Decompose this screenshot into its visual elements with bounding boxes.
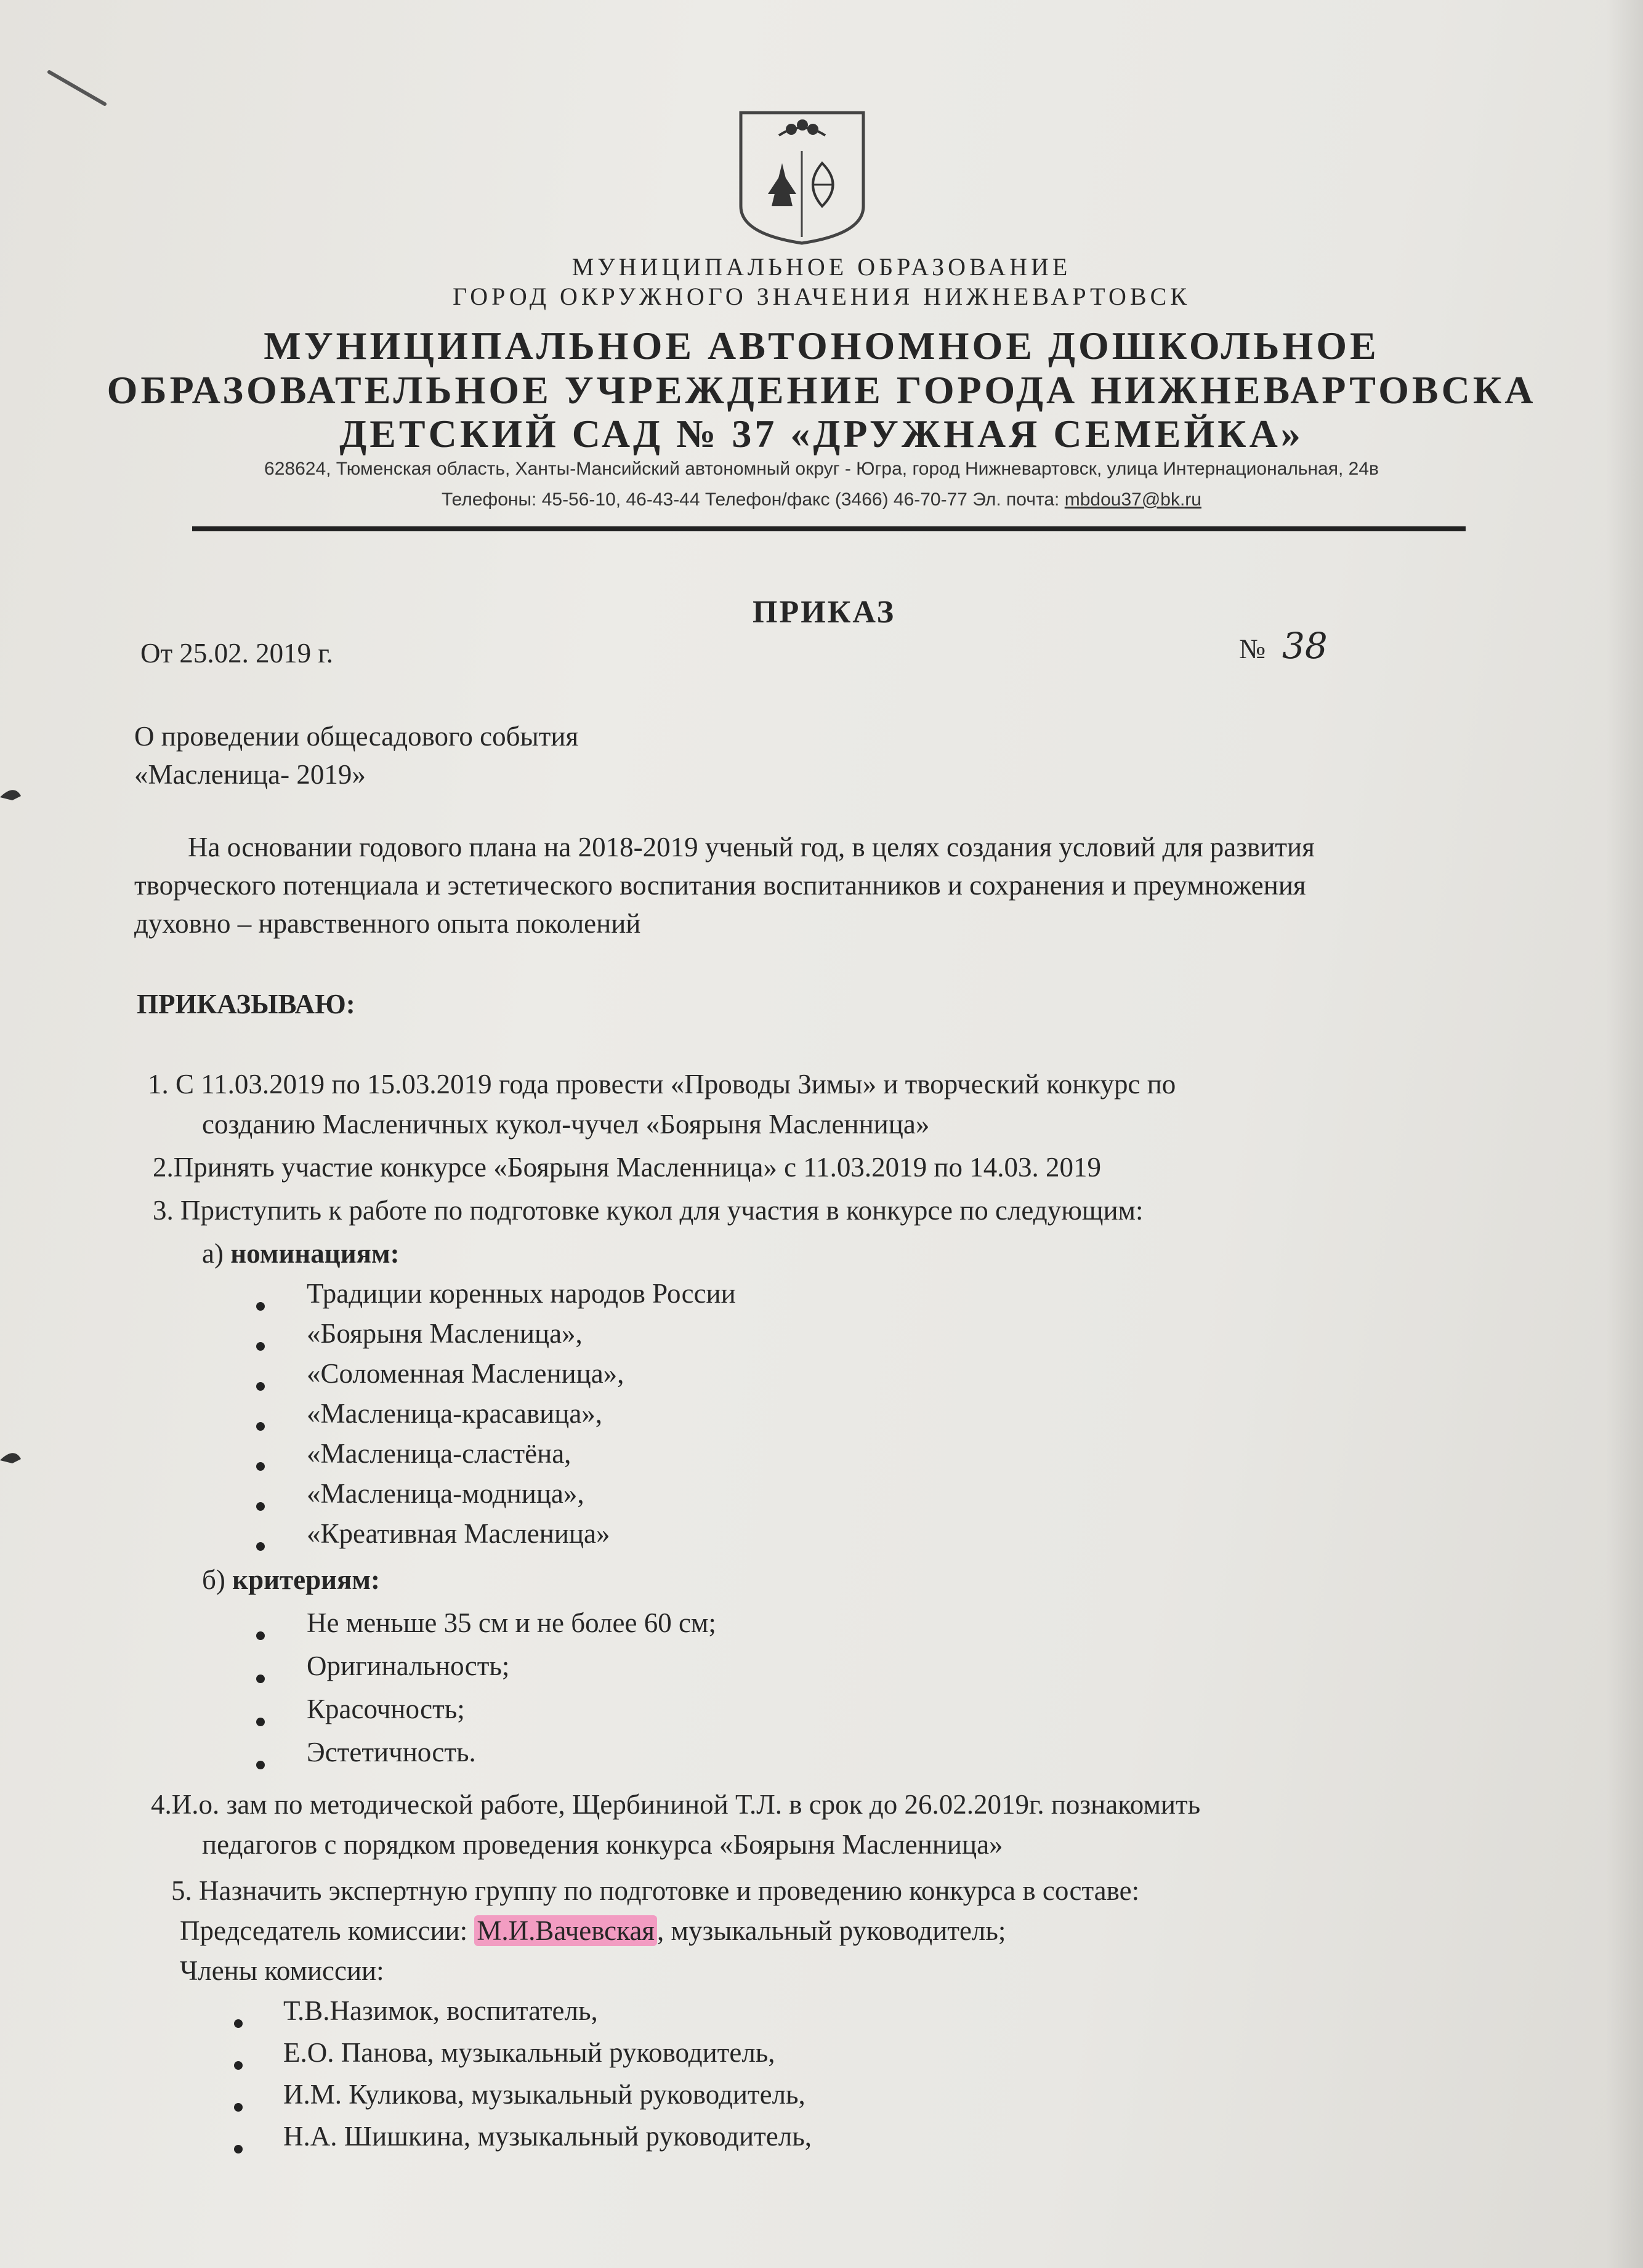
member-item: Е.О. Панова, музыкальный руководитель, [283, 2037, 775, 2068]
chair-role: , музыкальный руководитель; [657, 1915, 1006, 1946]
punch-hole-mark [0, 1441, 21, 1478]
item-1-line1: 1. С 11.03.2019 по 15.03.2019 года провести «Проводы Зимы» и творческий конкурс по [148, 1069, 1176, 1100]
criteria-prefix: б) [202, 1564, 233, 1595]
chair-label: Председатель комиссии: [180, 1915, 475, 1946]
criteria-heading [202, 1564, 380, 1596]
punch-hole-mark [0, 779, 21, 816]
criteria-item: Эстетичность. [307, 1737, 476, 1767]
phones-text: Телефоны: 45-56-10, 46-43-44 Телефон/факс (3466) 46-70-77 Эл. почта: [442, 489, 1060, 510]
bullet-icon [256, 1631, 265, 1640]
item-4-line1: 4.И.о. зам по методической работе, Щербининой Т.Л. в срок до 26.02.2019г. познакомить [151, 1789, 1201, 1820]
order-subject-line1: О проведении общесадового события [134, 721, 579, 752]
bullet-icon [234, 2061, 243, 2070]
item-5: 5. Назначить экспертную группу по подготовке и проведению конкурса в составе: [171, 1875, 1140, 1906]
bullet-icon [256, 1382, 265, 1391]
item-1-line2: созданию Масленичных кукол-чучел «Боярыня Масленница» [202, 1109, 930, 1140]
coat-of-arms-emblem [736, 108, 868, 246]
order-date: От 25.02. 2019 г. [140, 638, 334, 669]
criteria-label: критериям: [232, 1564, 381, 1595]
organization-name-line3: ДЕТСКИЙ САД № 37 «ДРУЖНАЯ СЕМЕЙКА» [339, 412, 1304, 456]
bullet-icon [256, 1342, 265, 1351]
document-title: ПРИКАЗ [753, 595, 896, 630]
order-number-label: № [1239, 633, 1266, 664]
member-item: Н.А. Шишкина, музыкальный руководитель, [283, 2121, 812, 2152]
item-2: 2.Принять участие конкурсе «Боярыня Масленница» с 11.03.2019 по 14.03. 2019 [153, 1152, 1101, 1183]
organization-name-line1: МУНИЦИПАЛЬНОЕ АВТОНОМНОЕ ДОШКОЛЬНОЕ [264, 324, 1379, 368]
preamble-line3: духовно – нравственного опыта поколений [134, 908, 641, 939]
item-3: 3. Приступить к работе по подготовке кукол для участия в конкурсе по следующим: [153, 1195, 1144, 1226]
bullet-icon [256, 1502, 265, 1511]
nomination-item: «Масленица-красавица», [307, 1398, 603, 1429]
preamble-line1: На основании годового плана на 2018-2019 ученый год, в целях создания условий для развития [188, 832, 1315, 863]
decree-heading: ПРИКАЗЫВАЮ: [137, 989, 355, 1019]
criteria-item: Красочность; [307, 1694, 465, 1724]
order-number-handwritten: 38 [1282, 625, 1328, 667]
criteria-item: Оригинальность; [307, 1651, 510, 1681]
bullet-icon [256, 1542, 265, 1551]
nomination-item: «Масленица-модница», [307, 1478, 584, 1509]
item-4-line2: педагогов с порядком проведения конкурса «Боярыня Масленница» [202, 1829, 1003, 1860]
commission-chair [180, 1915, 1006, 1947]
bullet-icon [234, 2145, 243, 2153]
nominations-heading [202, 1237, 400, 1269]
commission-members-label: Члены комиссии: [180, 1955, 384, 1986]
bullet-icon [256, 1302, 265, 1311]
nominations-label: номинациям: [230, 1238, 400, 1269]
bullet-icon [256, 1718, 265, 1726]
municipality-line: МУНИЦИПАЛЬНОЕ ОБРАЗОВАНИЕ [571, 253, 1072, 281]
city-line: ГОРОД ОКРУЖНОГО ЗНАЧЕНИЯ НИЖНЕВАРТОВСК [453, 283, 1190, 310]
organization-address: 628624, Тюменская область, Ханты-Мансийский автономный округ - Югра, город Нижневартовск, улица Интернациональная, 24в [264, 459, 1379, 479]
nominations-prefix: а) [202, 1238, 231, 1269]
nomination-item: «Креативная Масленица» [307, 1518, 610, 1549]
criteria-item: Не меньше 35 см и не более 60 см; [307, 1607, 716, 1638]
bullet-icon [256, 1422, 265, 1431]
chair-name-highlighted: М.И.Вачевская [474, 1915, 657, 1946]
header-divider [192, 526, 1466, 531]
nomination-item: «Масленица-сластёна, [307, 1438, 571, 1469]
nomination-item: «Боярыня Масленица», [307, 1318, 583, 1349]
nomination-item: Традиции коренных народов России [307, 1278, 736, 1309]
bullet-icon [234, 2103, 243, 2112]
bullet-icon [256, 1761, 265, 1769]
organization-name-line2: ОБРАЗОВАТЕЛЬНОЕ УЧРЕЖДЕНИЕ ГОРОДА НИЖНЕВАРТОВСКА [107, 368, 1536, 412]
bullet-icon [234, 2019, 243, 2028]
member-item: Т.В.Назимок, воспитатель, [283, 1995, 598, 2026]
bullet-icon [256, 1675, 265, 1683]
order-subject-line2: «Масленица- 2019» [134, 759, 366, 790]
nomination-item: «Соломенная Масленица», [307, 1358, 624, 1389]
preamble-line2: творческого потенциала и эстетического воспитания воспитанников и сохранения и преумножения [134, 870, 1306, 901]
bullet-icon [256, 1462, 265, 1471]
organization-contacts [0, 489, 1643, 510]
member-item: И.М. Куликова, музыкальный руководитель, [283, 2079, 805, 2110]
email-link[interactable]: mbdou37@bk.ru [1064, 489, 1201, 510]
